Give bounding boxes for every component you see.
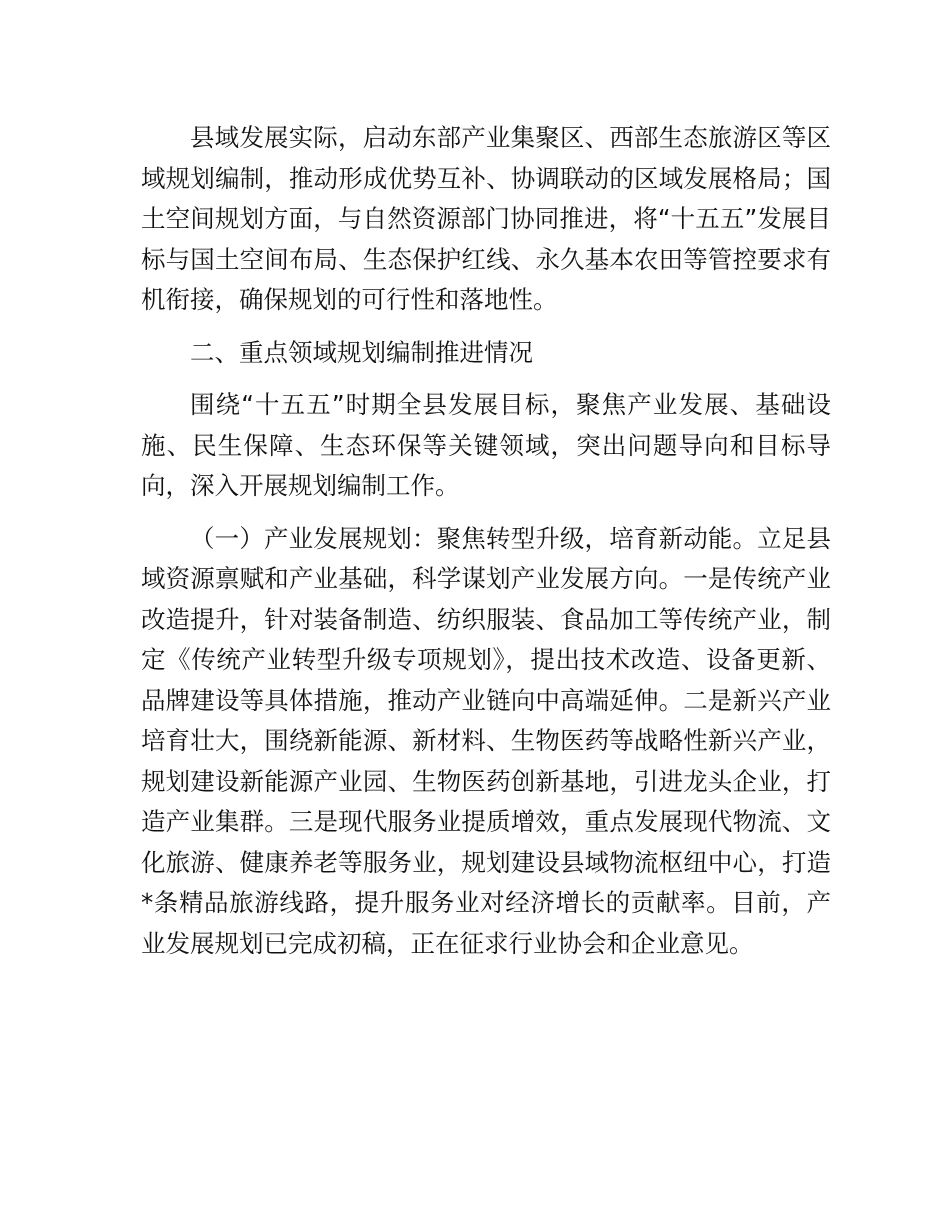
document-body [141, 118, 831, 976]
section-heading-key-areas: 二、重点领域规划编制推进情况 [190, 337, 533, 367]
paragraph-regional-planning: 县域发展实际，启动东部产业集聚区、西部生态旅游区等区域规划编制，推动形成优势互补、协调联动的区域发展格局；国土空间规划方面，与自然资源部门协同推进，将“十五五”发展目标与国土空间布局、生态保护红线、永久基本农田等管控要求有机衔接，确保规划的可行性和落地性。 [141, 123, 831, 314]
paragraph-industry-planning: （一）产业发展规划：聚焦转型升级，培育新动能。立足县域资源禀赋和产业基础，科学谋划产业发展方向。一是传统产业改造提升，针对装备制造、纺织服装、食品加工等传统产业，制定《传统产业转型升级专项规划》，提出技术改造、设备更新、品牌建设等具体措施，推动产业链向中高端延伸。二是新兴产业培育壮大，围绕新能源、新材料、生物医药等战略性新兴产业，规划建设新能源产业园、生物医药创新基地，引进龙头企业，打造产业集群。三是现代服务业提质增效，重点发展现代物流、文化旅游、健康养老等服务业，规划建设县域物流枢纽中心，打造*条精品旅游线路，提升服务业对经济增长的贡献率。目前，产业发展规划已完成初稿，正在征求行业协会和企业意见。 [141, 523, 831, 958]
paragraph-key-areas-intro: 围绕“十五五”时期全县发展目标，聚焦产业发展、基础设施、民生保障、生态环保等关键领域，突出问题导向和目标导向，深入开展规划编制工作。 [141, 390, 831, 500]
